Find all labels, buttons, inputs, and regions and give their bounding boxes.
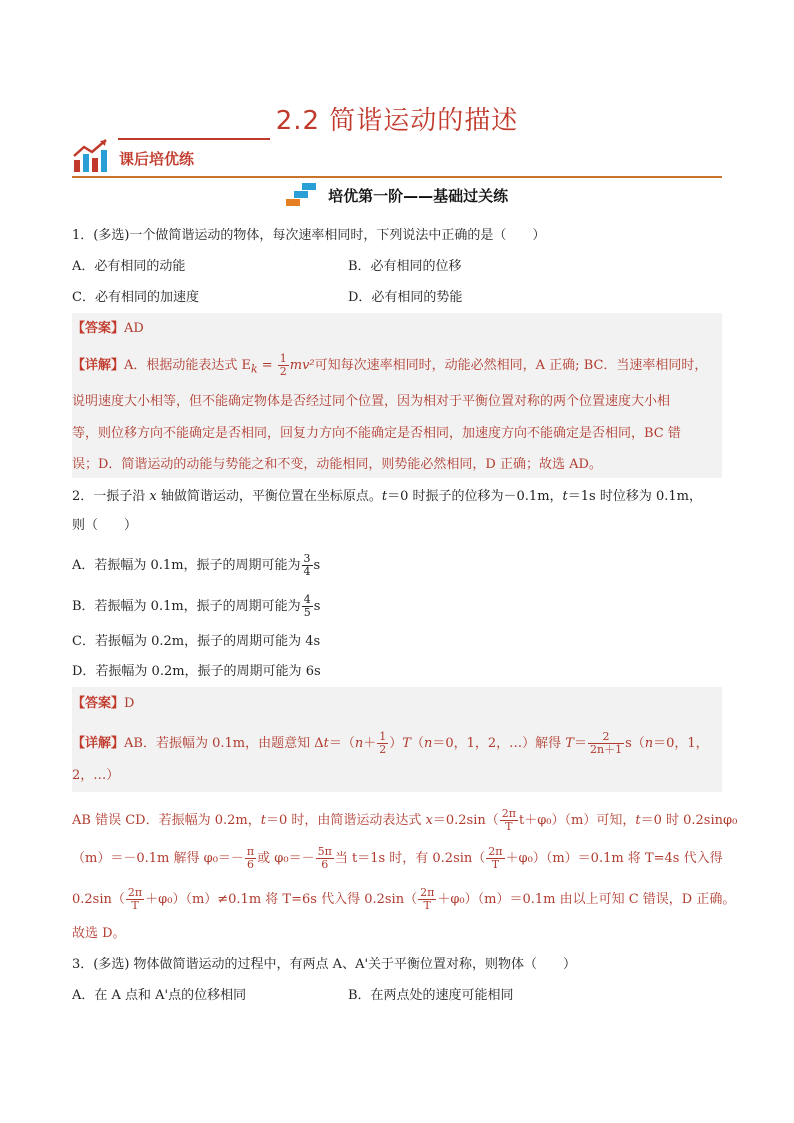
growth-chart-icon — [72, 138, 112, 174]
q2-detail-line-1 — [72, 731, 709, 756]
q2-d1-eq: ＝ — [573, 736, 587, 751]
q2-d1-fden: 2 — [379, 743, 387, 756]
q2-d3-t: t — [260, 813, 266, 828]
q2-d3-t2: t — [635, 813, 641, 828]
q2-b-den: 5 — [303, 606, 311, 619]
q2-d4-text-b: 或 φ₀＝－ — [257, 851, 315, 866]
q2-d1-fraction-2 — [588, 731, 624, 756]
q1-detail-text-2: 可知每次速率相同时，动能必然相同，A 正确; BC．当速率相同时， — [314, 358, 708, 373]
q2-d1-T2: T — [565, 736, 574, 751]
q2-d3-fnum: 2π — [501, 807, 516, 820]
q2-var-x: x — [149, 489, 157, 504]
q1-detail-line-1 — [72, 353, 707, 380]
page-title: 2.2 简谐运动的描述 — [275, 106, 519, 136]
q2-detail-line-2: 2，…） — [72, 768, 120, 783]
q2-option-a — [72, 553, 320, 578]
q2-d3-text-e: ＝0 时 0.2sinφ₀ — [640, 813, 738, 828]
q2-a-den: 4 — [303, 565, 311, 578]
q2-d3-x: x — [425, 813, 433, 828]
q2-stem-text-2: 轴做简谐运动，平衡位置在坐标原点。 — [156, 489, 382, 504]
q2-d5-text-c: ＋φ₀）（m）＝0.1m 由以上可知 C 错误，D 正确。 — [437, 892, 736, 907]
q2-answer-tag: 【答案】 — [72, 696, 125, 711]
q2-d4-f2den: 6 — [321, 858, 329, 871]
q2-var-t-2: t — [562, 489, 568, 504]
q1-option-d: D．必有相同的势能 — [348, 290, 463, 305]
q2-answer — [72, 694, 134, 714]
subsection-label: 培优第一阶——基础过关练 — [328, 186, 509, 205]
q2-detail-line-3 — [72, 808, 737, 833]
q2-b-num: 4 — [303, 593, 311, 606]
q2-answer-value: D — [124, 696, 135, 711]
q2-d4-fraction-3 — [486, 846, 504, 871]
section-header — [72, 136, 722, 178]
q2-d3-text-c: ＝0.2sin（ — [432, 813, 499, 828]
q2-b-unit: s — [313, 599, 321, 614]
q2-d3-text-b: ＝0 时，由简谐运动表达式 — [265, 813, 426, 828]
q2-d5-text-b: ＋φ₀）（m）≠0.1m 将 T=6s 代入得 0.2sin（ — [145, 892, 418, 907]
q1-detail-mv: mv² — [289, 358, 315, 373]
q1-detail-subscript: k — [251, 362, 258, 376]
q2-option-b — [72, 594, 320, 619]
subsection-header — [0, 182, 794, 212]
q2-d4-f2num: 5π — [317, 845, 332, 858]
q2-option-d: D．若振幅为 0.2m，振子的周期可能为 6s — [72, 664, 321, 679]
q2-d1-plus: ＋ — [363, 736, 377, 751]
section-underline — [72, 176, 722, 178]
q2-stem-line-2: 则（ ） — [72, 518, 138, 533]
q2-stem-text-4: ＝1s 时位移为 0.1m， — [567, 489, 702, 504]
q1-option-c: C．必有相同的加速度 — [72, 290, 199, 305]
q2-d5-f1num: 2π — [127, 886, 143, 899]
q1-answer-value: AD — [124, 321, 144, 336]
q2-d5-f1den: T — [131, 899, 139, 912]
q2-stem-text: 2．一振子沿 — [72, 489, 150, 504]
q2-d1-t: t — [323, 736, 329, 751]
section-label: 课后培优练 — [119, 150, 195, 168]
q2-d1-n3: n — [644, 736, 654, 751]
q1-detail-line-2: 说明速度大小相等，但不能确定物体是否经过同个位置，因为相对于平衡位置对称的两个位置速度大小相 — [72, 394, 671, 409]
q2-a-unit: s — [313, 558, 321, 573]
section-overline — [118, 138, 270, 140]
q2-d1-f2num: 2 — [588, 731, 624, 744]
q2-d1-T: T — [402, 736, 411, 751]
q1-answer — [72, 319, 144, 339]
q1-fraction-den: 2 — [279, 365, 287, 378]
q1-option-a: A．必有相同的动能 — [72, 259, 186, 274]
q2-d5-fraction-1 — [126, 887, 144, 912]
q2-d4-f1den: 6 — [247, 858, 255, 871]
q2-option-a-text: A．若振幅为 0.1m，振子的周期可能为 — [72, 558, 301, 573]
q2-d1-text-b: ＝（ — [328, 736, 355, 751]
q1-option-b: B．必有相同的位移 — [348, 259, 462, 274]
q2-option-b-text: B．若振幅为 0.1m，振子的周期可能为 — [72, 599, 301, 614]
q2-stem-text-3: ＝0 时振子的位移为－0.1m， — [387, 489, 563, 504]
q2-d4-fraction-1 — [245, 846, 256, 871]
q2-a-num: 3 — [303, 552, 311, 565]
q2-d1-n: n — [354, 736, 364, 751]
q1-detail-tag: 【详解】 — [72, 358, 125, 373]
q1-detail-text: A．根据动能表达式 E — [124, 358, 252, 373]
q2-d4-f3den: T — [491, 858, 500, 871]
q2-d5-f2num: 2π — [420, 886, 435, 899]
q2-d1-text: AB．若振幅为 0.1m，由题意知 Δ — [124, 736, 324, 751]
q2-option-b-fraction — [302, 594, 313, 619]
q2-d1-fraction — [377, 731, 388, 756]
q3-option-b: B．在两点处的速度可能相同 — [348, 988, 514, 1003]
q1-stem: 1．(多选)一个做简谐运动的物体，每次速率相同时，下列说法中正确的是（ ） — [72, 228, 546, 243]
q2-detail-tag: 【详解】 — [72, 736, 125, 751]
q2-d3-fraction — [500, 808, 518, 833]
q2-d3-text-d: t＋φ₀）（m）可知， — [518, 813, 636, 828]
q2-d4-text-c: 当 t＝1s 时，有 0.2sin（ — [334, 851, 486, 866]
q3-stem: 3．(多选) 物体做简谐运动的过程中，有两点 A、A'关于平衡位置对称，则物体（ ） — [72, 957, 577, 972]
q2-d3-text: AB 错误 CD．若振幅为 0.2m， — [72, 813, 261, 828]
q2-d3-fden: T — [505, 820, 513, 833]
q3-option-a: A．在 A 点和 A'点的位移相同 — [72, 988, 247, 1003]
q2-d4-text: （m）＝－0.1m 解得 φ₀＝－ — [72, 851, 244, 866]
q2-d1-close: ） — [389, 736, 403, 751]
q2-d1-fnum: 1 — [379, 730, 387, 743]
q2-d4-fraction-2 — [316, 846, 334, 871]
q2-option-a-fraction — [302, 553, 313, 578]
q2-d1-n2: n — [423, 736, 433, 751]
q2-d1-f2den: 2n＋1 — [589, 743, 623, 756]
q2-var-t: t — [381, 489, 388, 504]
q2-stem-line-1 — [72, 487, 702, 507]
q2-d1-open: （ — [410, 736, 424, 751]
q2-d4-f3num: 2π — [488, 845, 503, 858]
q2-option-c: C．若振幅为 0.2m，振子的周期可能为 4s — [72, 634, 321, 649]
q2-d5-fraction-2 — [418, 887, 436, 912]
q1-detail-line-3: 等，则位移方向不能确定是否相同，回复力方向不能确定是否相同，加速度方向不能确定是否相同，BC 错 — [72, 426, 681, 441]
q2-detail-line-6: 故选 D。 — [72, 926, 126, 941]
q1-detail-fraction — [278, 353, 289, 378]
q1-answer-tag: 【答案】 — [72, 321, 125, 336]
q1-detail-eq: = — [257, 358, 277, 373]
q2-detail-line-5 — [72, 887, 735, 912]
q1-fraction-num: 1 — [279, 352, 287, 365]
q2-d4-f1num: π — [246, 845, 255, 858]
q2-d1-text-h: s（ — [625, 736, 645, 751]
steps-icon — [286, 182, 318, 208]
q2-d1-text-f: ＝0，1，2，…）解得 — [432, 736, 566, 751]
q2-d5-text: 0.2sin（ — [72, 892, 125, 907]
q2-d5-f2den: T — [423, 899, 431, 912]
q2-d4-text-d: ＋φ₀）（m）＝0.1m 将 T=4s 代入得 — [505, 851, 723, 866]
q1-detail-line-4: 误；D．简谐运动的动能与势能之和不变，动能相同，则势能必然相同，D 正确；故选 AD。 — [72, 457, 602, 472]
q2-d1-text-i: ＝0，1， — [653, 736, 709, 751]
q2-detail-line-4 — [72, 846, 723, 871]
